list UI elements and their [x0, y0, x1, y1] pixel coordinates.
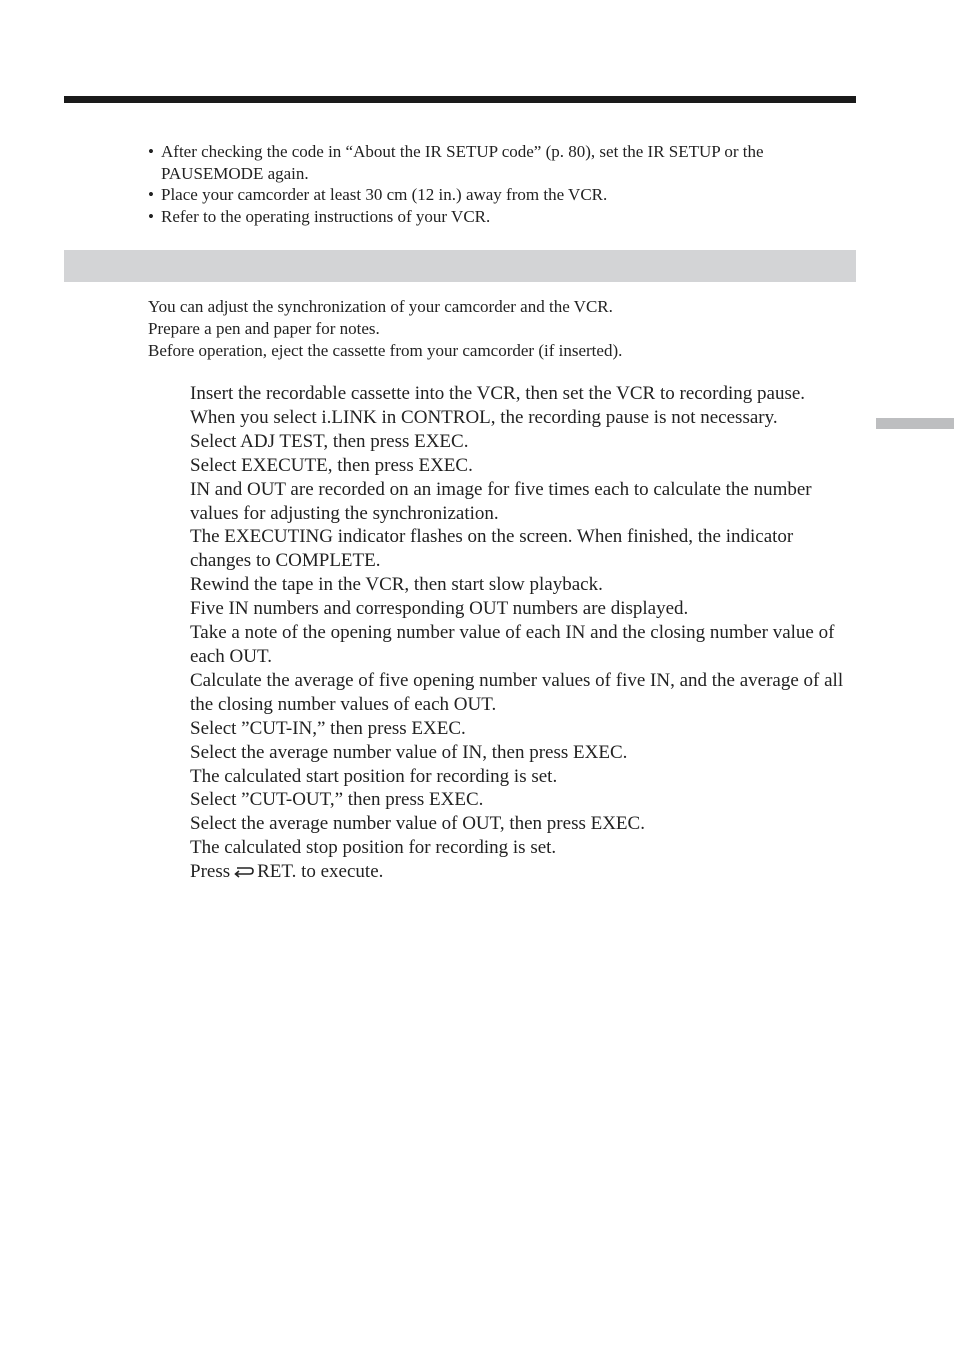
step-line: Select ”CUT-IN,” then press EXEC.: [190, 717, 466, 739]
bullet: •: [148, 185, 154, 204]
step-line: The calculated stop position for recording is set.: [190, 837, 557, 859]
note-item: [148, 184, 858, 206]
top-rule: [64, 96, 856, 103]
note-text: Refer to the operating instructions of your VCR.: [161, 206, 491, 226]
intro-text: [148, 296, 858, 361]
bullet: •: [148, 206, 154, 226]
note-text: Place your camcorder at least 30 cm (12 in.) away from the VCR.: [161, 185, 608, 204]
step-line: Rewind the tape in the VCR, then start slow playback.: [190, 574, 603, 596]
step-line: IN and OUT are recorded on an image for five times each to calculate the number values for adjusting the synchronization.: [190, 478, 812, 524]
side-index-tab: [876, 418, 954, 429]
return-arrow-icon: [233, 865, 255, 879]
step-line: Select the average number value of OUT, then press EXEC.: [190, 813, 645, 835]
intro-line: Prepare a pen and paper for notes.: [148, 318, 380, 338]
step-line-last: [190, 860, 850, 884]
note-text: After checking the code in “About the IR SETUP code” (p. 80), set the IR SETUP or the PAUSEMODE again.: [161, 142, 764, 183]
note-item: [148, 206, 858, 228]
step-text-press: Press: [190, 861, 231, 883]
intro-line: Before operation, eject the cassette from your camcorder (if inserted).: [148, 340, 623, 360]
step-line: Calculate the average of five opening number values of five IN, and the average of all the closing number values of each OUT.: [190, 669, 844, 715]
step-line: Select ADJ TEST, then press EXEC.: [190, 430, 469, 452]
step-line: Select EXECUTE, then press EXEC.: [190, 454, 473, 476]
note-item: [148, 141, 858, 184]
section-header-band: [64, 250, 856, 282]
notes-list: [148, 141, 858, 227]
step-line: Select the average number value of IN, then press EXEC.: [190, 741, 628, 763]
intro-line: You can adjust the synchronization of your camcorder and the VCR.: [148, 297, 613, 316]
step-text-ret: RET. to execute.: [257, 861, 384, 883]
step-line: The EXECUTING indicator flashes on the screen. When finished, the indicator changes to COMPLETE.: [190, 526, 794, 572]
step-line: Take a note of the opening number value of each IN and the closing number value of each OUT.: [190, 622, 835, 667]
step-line: Insert the recordable cassette into the VCR, then set the VCR to recording pause.: [190, 383, 806, 404]
step-line: The calculated start position for recording is set.: [190, 765, 558, 787]
step-line: Select ”CUT-OUT,” then press EXEC.: [190, 789, 484, 811]
procedure-steps: [190, 382, 850, 884]
step-line: Five IN numbers and corresponding OUT numbers are displayed.: [190, 598, 689, 620]
bullet: •: [148, 142, 154, 161]
step-line: When you select i.LINK in CONTROL, the recording pause is not necessary.: [190, 406, 778, 428]
